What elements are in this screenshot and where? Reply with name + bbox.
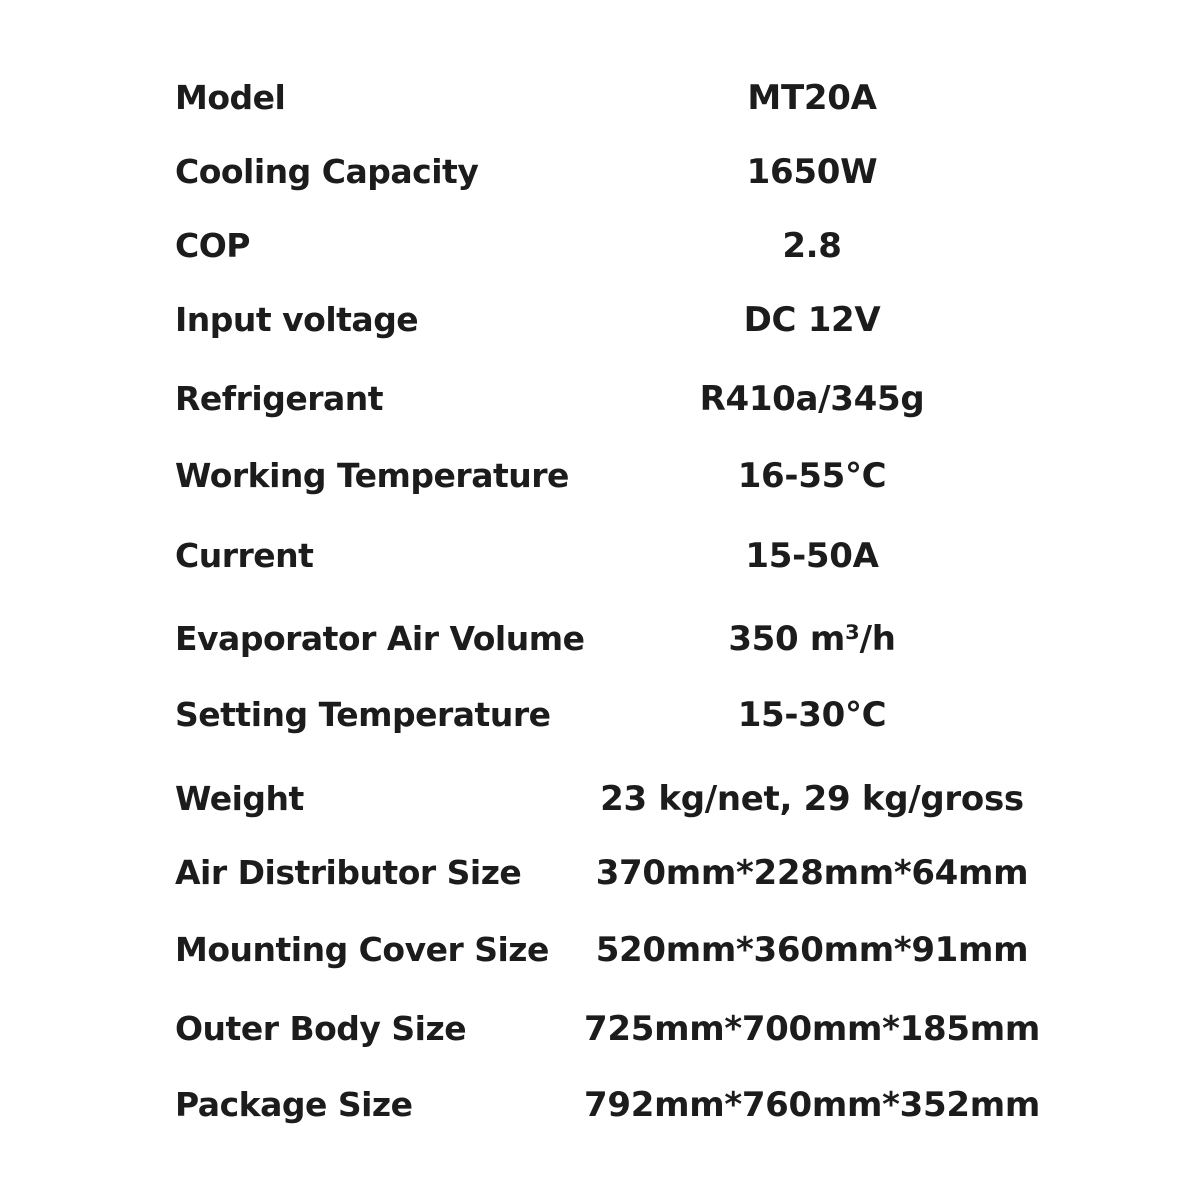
spec-row-evaporator-air-volume <box>0 609 1200 669</box>
spec-row-setting-temperature <box>0 685 1200 745</box>
spec-value: 15-50A <box>745 536 879 576</box>
spec-label: Cooling Capacity <box>175 152 479 191</box>
spec-row-package-size <box>0 1075 1200 1135</box>
spec-row-cop <box>0 216 1200 276</box>
spec-row-cooling-capacity <box>0 142 1200 202</box>
spec-label: Package Size <box>175 1085 413 1124</box>
spec-row-current <box>0 526 1200 586</box>
spec-value: 520mm*360mm*91mm <box>595 930 1029 970</box>
spec-value: 370mm*228mm*64mm <box>595 853 1029 893</box>
spec-label: Outer Body Size <box>175 1009 467 1048</box>
spec-label: Working Temperature <box>175 456 569 495</box>
spec-label: Mounting Cover Size <box>175 930 549 969</box>
spec-row-model <box>0 68 1200 128</box>
spec-row-input-voltage <box>0 290 1200 350</box>
spec-value: MT20A <box>747 78 877 118</box>
spec-value: 1650W <box>746 152 878 192</box>
spec-row-working-temperature <box>0 446 1200 506</box>
spec-value: DC 12V <box>743 300 881 340</box>
spec-label: Air Distributor Size <box>175 853 522 892</box>
spec-label: Input voltage <box>175 300 419 339</box>
spec-value: R410a/345g <box>699 379 925 419</box>
spec-label: Model <box>175 78 286 117</box>
spec-label: Setting Temperature <box>175 695 551 734</box>
spec-value: 15-30°C <box>737 695 887 735</box>
spec-row-outer-body-size <box>0 999 1200 1059</box>
spec-label: Refrigerant <box>175 379 384 418</box>
spec-label: Evaporator Air Volume <box>175 619 585 658</box>
spec-value: 350 m³/h <box>728 619 896 659</box>
spec-label: Weight <box>175 779 304 818</box>
spec-value: 23 kg/net, 29 kg/gross <box>600 779 1024 819</box>
spec-value: 725mm*700mm*185mm <box>584 1009 1040 1049</box>
spec-row-weight <box>0 769 1200 829</box>
spec-value: 2.8 <box>782 226 842 266</box>
spec-value: 792mm*760mm*352mm <box>584 1085 1040 1125</box>
spec-row-refrigerant <box>0 369 1200 429</box>
spec-row-mounting-cover-size <box>0 920 1200 980</box>
spec-value: 16-55°C <box>737 456 887 496</box>
spec-label: Current <box>175 536 314 575</box>
spec-row-air-distributor-size <box>0 843 1200 903</box>
spec-label: COP <box>175 226 250 265</box>
